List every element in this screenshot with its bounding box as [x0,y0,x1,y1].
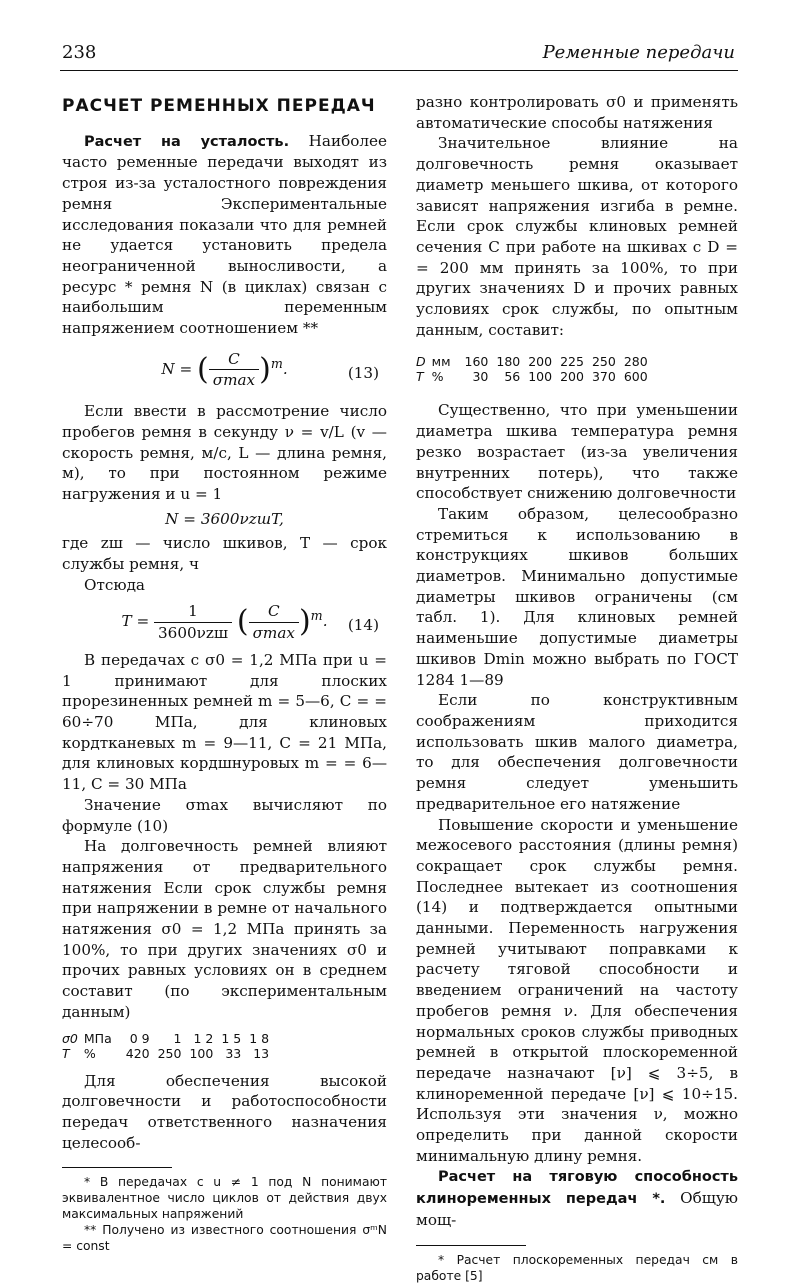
formula-denominator: σmax [252,624,295,643]
table-cell: мм [431,354,451,370]
table-cell: 600 [623,369,648,385]
paragraph [416,1166,738,1230]
table-cell: 33 [225,1045,242,1061]
footnote-rule [416,1245,526,1246]
diameter-table [416,354,656,384]
formula-lhs: T = [121,612,150,631]
header-rule [60,70,738,71]
paragraph: Отсюда [84,575,145,594]
formula-14: T = $\frac{1}{\text{3600νzш}}$ ( $\frac{C}{\sigma\max}$ )$^m$. (14) [121,602,379,643]
paragraph: Если по конструктивным соображениям приходится использовать шкив малого диаметра, то для обеспечения долговечности ремня следует уменьшить предварительное его натяжение [416,691,738,813]
paragraph: Повышение скорости и уменьшение межосевого расстояния (длины ремня) сокращает срок службы ремня. Последнее вытекает из соотношения (14) и подтверждается опытными данными. Переменность нагружения ремней учитывают поправками к расчету тяговой способности и введением ограничений на частоту пробегов ремня ν. Для обеспечения нормальных сроков службы приводных ремней в открытой плоскоременной передаче назначают [ν] ⩽ 3÷5, в клиноременной передаче [ν] ⩽ 10÷15. Используя эти значения ν, можно определить при данной скорости минимальную длину ремня. [416,815,738,1165]
table-cell: T [62,1045,70,1061]
paragraph: разно контролировать σ0 и применять автоматические способы натяжения [416,93,738,132]
footnotes [416,1245,738,1284]
paragraph: На долговечность ремней влияют напряжения от предварительного натяжения Если срок службы ремня при напряжении в ремне от начального натяжения σ0 = 1,2 МПа принять за 100%, то при других значениях σ0 и прочих равных условиях он в среднем составит (по экспериментальным данным) [62,837,387,1021]
formula-denominator: σmax [212,371,256,390]
table-cell: 1 8 [249,1030,270,1046]
footnote: * В передачах с u ≠ 1 под N понимают эквивалентное число циклов от действия двух максимальных напряжений [62,1175,387,1222]
run-in-heading: Расчет на усталость. [84,133,290,150]
formula-numerator: C [209,349,259,371]
running-head: Ременные передачи [542,42,735,63]
table-cell: 180 [496,354,521,370]
table-cell: 200 [560,369,584,385]
paragraph [62,131,387,339]
right-column [416,92,738,1284]
table-cell: 280 [623,354,648,370]
table-row [416,369,656,384]
formula-lhs: N = [161,359,193,378]
paragraph: где zш — число шкивов, T — срок службы ремня, ч [62,534,387,574]
paragraph: Существенно, что при уменьшении диаметра шкива температура ремня резко возрастает (из-за увеличения внутренних потерь), что также способствует снижению долговечности [416,401,738,503]
table-cell: 1 5 [221,1030,242,1046]
formula-13: N = ( $\frac{C}{\sigma\max}$ )$^m$. (13) [161,349,379,390]
table-row [62,1031,277,1046]
formula-numerator: C [249,601,299,623]
equation-number: (13) [347,363,379,382]
table-cell: МПа [83,1030,112,1046]
table-cell: 250 [591,354,616,370]
table-cell: 160 [464,354,489,370]
table-cell: 420 [125,1045,150,1061]
table-cell: 56 [504,369,521,385]
table-row [62,1046,277,1061]
table-cell: 370 [591,369,616,385]
footnote-rule [62,1167,172,1168]
formula-numerator: 1 [154,601,232,623]
paragraph: Таким образом, целесообразно стремиться к использованию в конструкциях шкивов больших диаметров. Минимально допустимые диаметры шкивов ограничены (см табл. 1). Для клиновых ремней наименьшие допустимые диаметры шкивов Dmin можно выбрать по ГОСТ 1284 1—89 [416,504,738,689]
table-cell: 250 [157,1045,182,1061]
paragraph-text: Общую мощ- [416,1189,738,1229]
table-cell: T [416,369,424,385]
formula-exponent: m [310,608,323,624]
paragraph: Для обеспечения высокой долговечности и работоспособности передач ответственного назначения целесооб- [62,1071,387,1152]
footnote: * Расчет плоскоременных передач см в работе [5] [416,1252,738,1283]
run-in-heading: Расчет на тяговую способность клиноременных передач *. [416,1169,738,1208]
paragraph-text: Наиболее часто ременные передачи выходят из строя из-за усталостного повреждения ремня Экспериментальные исследования показали что для ремней не удается установить предела неограниченной выносливости, а ресурс * ремня N (в циклах) связан с наибольшим переменным напряжением соотношением ** [62,131,388,338]
table-cell: 100 [189,1045,214,1061]
formula-exponent: m [270,355,283,371]
table-cell: 225 [560,354,584,370]
paragraph: Значение σmax вычисляют по формуле (10) [62,795,387,835]
paragraph: В передачах с σ0 = 1,2 МПа при u = 1 принимают для плоских прорезиненных ремней m = 5—6, C = = 60÷70 МПа, для клиновых кордтканевых m = 9—11, C = 21 МПа, для клиновых кордшнуровых m = = 6—11, C = 30 МПа [62,650,387,794]
left-column [62,92,387,1254]
footnote: ** Получено из известного соотношения σᵐN = const [62,1223,387,1254]
table-cell: σ0 [62,1030,78,1046]
table-cell: % [431,369,444,385]
table-cell: D [416,354,426,370]
section-title: РАСЧЕТ РЕМЕННЫХ ПЕРЕДАЧ [62,96,376,116]
page-number: 238 [62,42,97,63]
table-cell: 13 [253,1045,270,1061]
table-row [416,354,656,369]
table-cell: 1 2 [193,1030,214,1046]
table-cell: 30 [472,369,489,385]
preload-table [62,1031,277,1061]
paragraph: Значительное влияние на долговечность ремня оказывает диаметр меньшего шкива, от которого зависят напряжения изгиба в ремне. Если срок службы клиновых ремней сечения C при работе на шкивах с D = = 200 мм принять за 100%, то при других значениях D и прочих равных условиях срок службы, по опытным данным, составит: [416,134,738,339]
table-cell: 1 [173,1030,182,1046]
formula-denominator: 3600νzш [158,624,229,643]
footnotes [62,1167,387,1254]
equation-number: (14) [347,616,379,635]
table-cell: % [83,1045,96,1061]
table-cell: 0 9 [129,1030,150,1046]
paragraph: Если ввести в рассмотрение число пробегов ремня в секунду ν = v/L (v — скорость ремня, м/с, L — длина ремня, м), то при постоянном режиме нагружения и u = 1 [62,402,387,503]
table-cell: 200 [528,354,553,370]
formula-n: N = 3600νzшT, [165,509,284,528]
table-cell: 100 [528,369,553,385]
